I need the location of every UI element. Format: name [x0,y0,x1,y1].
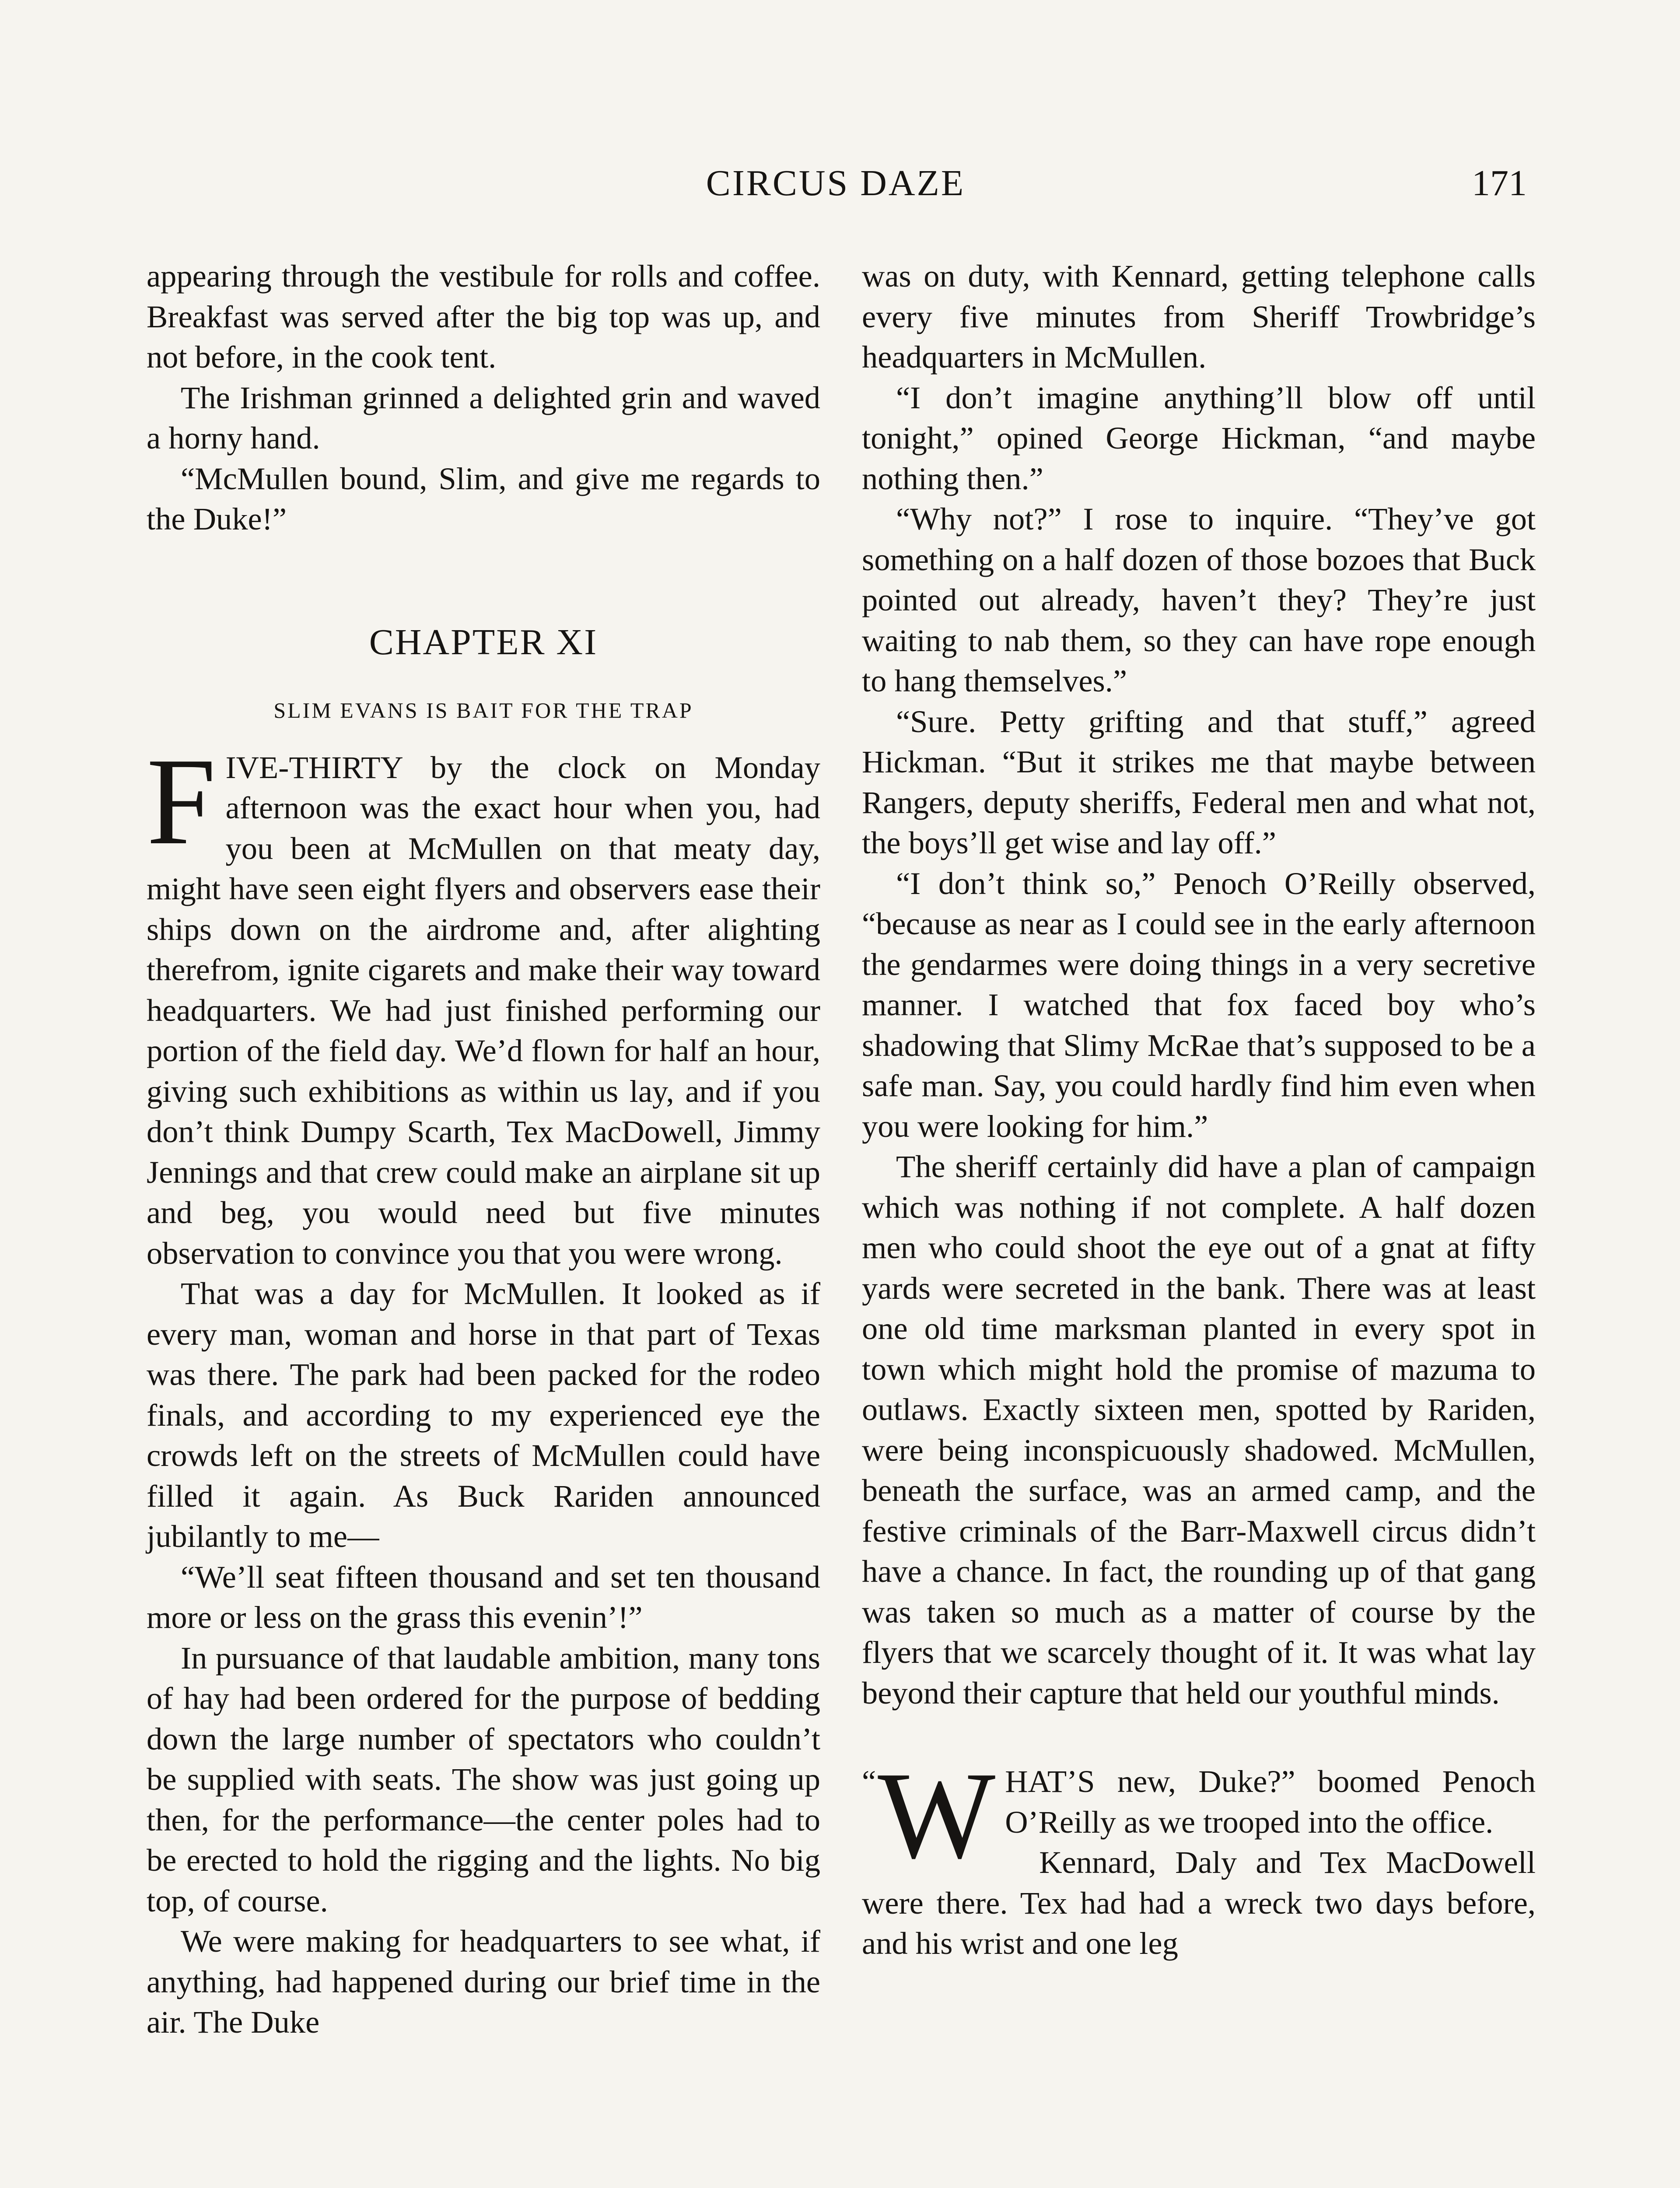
drop-cap: F [147,732,216,870]
paragraph-text: by the clock on Monday afternoon was the exact hour when you, had you been at McMullen on that meaty day, might have seen eight flyers and observers ease their ships down on the airdrome and, after alighting therefrom, ignite cigarets and make their way toward headquarters. We had just finished performing our portion of the field day. We’d flown for half an hour, giving such exhibitions as within us lay, and if you don’t think Dumpy Scarth, Tex MacDowell, Jimmy Jennings and that crew could make an airplane sit up and beg, you would need but five minutes observation to convince you that you were wrong. [147,749,820,1271]
paragraph: The Irishman grinned a delighted grin and waved a horny hand. [147,379,820,456]
paragraph: “We’ll seat fifteen thousand and set ten thousand more or less on the grass this evenin’!” [147,1559,820,1635]
paragraph: Kennard, Daly and Tex MacDowell were there. Tex had had a wreck two days before, and his wrist and one leg [862,1844,1536,1961]
paragraph: “I don’t think so,” Penoch O’Reilly observed, “because as near as I could see in the early afternoon the gendarmes were doing things in a very secretive manner. I watched that fox faced boy who’s shadowing that Slimy McRae that’s supposed to be a safe man. Say, you could hardly find him even when you were looking for him.” [862,865,1536,1144]
running-title: CIRCUS DAZE [706,163,966,203]
paragraph: In pursuance of that laudable ambition, many tons of hay had been ordered for the purpose of bedding down the large number of spectators who couldn’t be supplied with seats. The show was just going up then, for the performance—the center poles had to be erected to hold the rigging and the lights. No big top, of course. [147,1640,820,1918]
paragraph: That was a day for McMullen. It looked as if every man, woman and horse in that part of Texas was there. The park had been packed for the rodeo finals, and according to my experienced eye the crowds left on the streets of McMullen could have filled it again. As Buck Rariden announced jubilantly to me— [147,1276,820,1554]
lead-words: HAT’S [1005,1764,1095,1799]
opening-quote: “ [862,1764,876,1799]
chapter-title: CHAPTER XI [369,621,598,663]
drop-cap: W [878,1746,996,1884]
paragraph: “Sure. Petty grifting and that stuff,” agreed Hickman. “But it strikes me that maybe between Rangers, deputy sheriffs, Federal men and what not, the boys’ll get wise and lay off.” [862,703,1536,860]
page-number: 171 [1472,163,1527,203]
chapter-subtitle: SLIM EVANS IS BAIT FOR THE TRAP [273,698,693,722]
left-column [147,256,820,2043]
paragraph: appearing through the vestibule for rolls and coffee. Breakfast was served after the big top was up, and not before, in the cook tent. [147,258,820,375]
paragraph: The sheriff certainly did have a plan of campaign which was nothing if not complete. A half dozen men who could shoot the eye out of a gnat at fifty yards were secreted in the bank. There was at least one old time marksman planted in every spot in town which might hold the promise of mazuma to outlaws. Exactly sixteen men, spotted by Rariden, were being inconspicuously shadowed. McMullen, beneath the surface, was an armed camp, and the festive criminals of the Barr-Maxwell circus didn’t have a chance. In fact, the rounding up of that gang was taken so much as a matter of course by the flyers that we scarcely thought of it. It was what lay beyond their capture that held our youthful minds. [862,1149,1536,1711]
lead-words: IVE-THIRTY [225,749,402,785]
section-opening-paragraph [862,1746,1536,1884]
chapter-opening-paragraph [147,732,820,1274]
page-header [144,162,1527,210]
paragraph: “I don’t imagine anything’ll blow off until tonight,” opined George Hickman, “and maybe nothing then.” [862,379,1536,496]
right-column [862,256,1536,1964]
paragraph: “McMullen bound, Slim, and give me regards to the Duke!” [147,460,820,536]
paragraph-text: new, Duke?” boomed Penoch O’Reilly as we trooped into the office. [1005,1764,1536,1840]
paragraph: We were making for headquarters to see what, if anything, had happened during our brief time in the air. The Duke [147,1923,820,2040]
paragraph: “Why not?” I rose to inquire. “They’ve got something on a half dozen of those bozoes that Buck pointed out already, haven’t they? They’re just waiting to nab them, so they can have rope enough to hang themselves.” [862,501,1536,698]
paragraph: was on duty, with Kennard, getting telephone calls every five minutes from Sheriff Trowbridge’s headquarters in McMullen. [862,258,1536,375]
